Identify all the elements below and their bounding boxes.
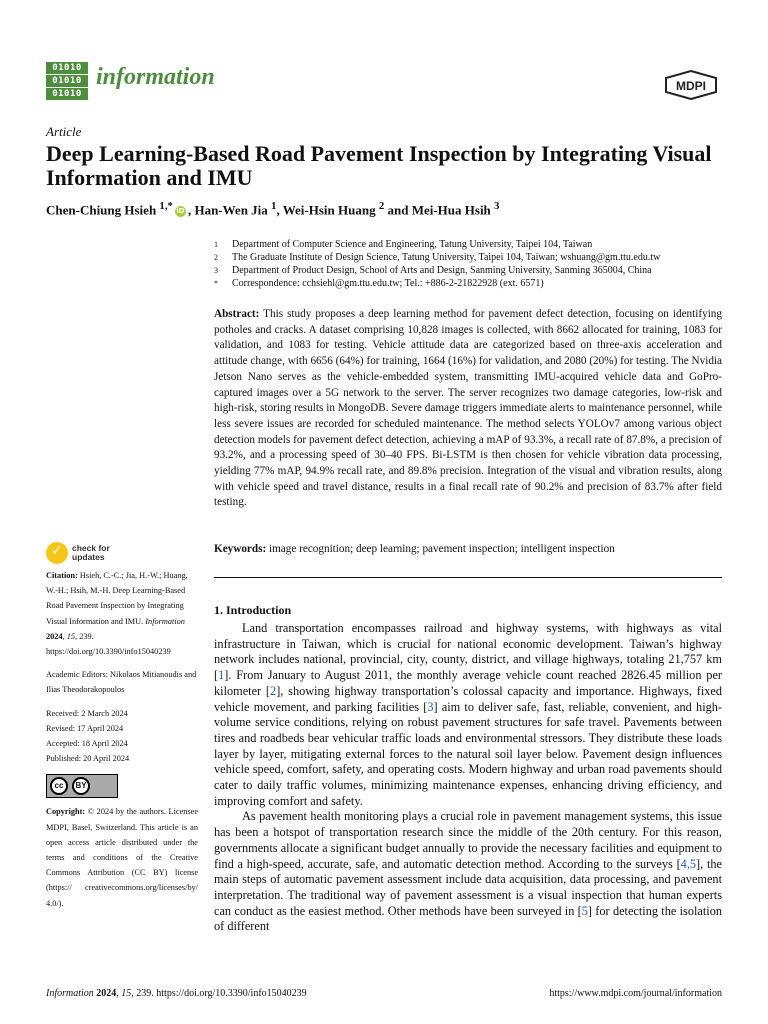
article-type: Article — [46, 124, 82, 139]
author-name: Wei-Hsin Huang — [282, 202, 376, 218]
affiliations — [214, 238, 724, 290]
date-published: Published: 20 April 2024 — [46, 754, 130, 764]
citation-link[interactable]: 2 — [270, 683, 277, 698]
keywords-text: image recognition; deep learning; pavement inspection; intelligent inspection — [269, 543, 615, 555]
copyright-label: Copyright: — [46, 807, 86, 817]
author-name: Han-Wen Jia — [194, 202, 268, 218]
journal-logo — [46, 62, 88, 100]
citation-link[interactable]: 3 — [427, 699, 434, 714]
by-icon: BY — [72, 777, 90, 795]
date-received: Received: 2 March 2024 — [46, 708, 128, 718]
dates — [46, 706, 198, 767]
logo-row: 01010 — [46, 88, 88, 100]
date-revised: Revised: 17 April 2024 — [46, 723, 124, 733]
affil-num: 2 — [214, 253, 218, 262]
affil-text: Correspondence: cchsiehl@gm.ttu.edu.tw; Tel.: +886-2-21822928 (ext. 6571) — [232, 278, 544, 289]
copyright: Copyright: © 2024 by the authors. Licensee MDPI, Basel, Switzerland. This article is an open access article distributed under the terms and conditions of the Creative Commons Attribution (CC BY) license (https:// creativecommons.org/licenses/by/ 4.0/). — [46, 807, 199, 908]
keywords — [214, 543, 722, 555]
author-list: Chen-Chiung Hsieh $^{1,*}$ iD , Han-Wen Jia $^1$, Wei-Hsin Huang $^2$ and Mei-Hua Hsih $^3$ — [46, 200, 500, 218]
footer-citation: Information 2024, 15, 239. https://doi.org/10.3390/info15040239 — [46, 988, 307, 999]
affiliation-item — [214, 277, 724, 290]
affiliation-item — [214, 251, 724, 264]
abstract-text: This study proposes a deep learning method for pavement defect detection, focusing on identifying potholes and cracks. A dataset comprising 10,828 images is collected, with 8662 allocated for training, 1083 for validation, and 1083 for testing. Vehicle attitude data are categorized based on three-axis acceleration and attitude change, with 6656 (64%) for training, 1664 (16%) for validation, and 2080 (20%) for testing. The Nvidia Jetson Nano serves as the vehicle-embedded system, transmitting IMU-acquired vehicle data and GoPro-captured images over a 5G network to the server. The server recognizes two damage categories, low-risk and high-risk, storing results in MongoDB. Severe damage triggers immediate alerts to maintenance personnel, while less severe issues are recorded for scheduled maintenance. The method selects YOLOv7 among various object detection models for pavement defect detection, achieving a mAP of 93.3%, a recall rate of 87.8%, a precision of 93.2%, and a processing speed of 30–40 FPS. Bi-LSTM is then chosen for vehicle vibration data processing, yielding 77% mAP, 94.9% recall rate, and 89.8% precision. Integration of the visual and vibration results, along with vehicle speed and travel distance, results in a final recall rate of 90.2% and precision of 83.7% after field testing. — [214, 308, 722, 509]
affil-text: Department of Computer Science and Engineering, Tatung University, Taipei 104, Taiwan — [232, 239, 593, 250]
section-heading: 1. Introduction — [214, 603, 292, 617]
logo-row: 01010 — [46, 62, 88, 74]
sidebar — [46, 568, 198, 919]
citation-link[interactable]: 1 — [218, 668, 225, 683]
cc-icon: cc — [50, 777, 68, 795]
footer-url[interactable]: https://www.mdpi.com/journal/information — [549, 988, 722, 999]
abstract-label: Abstract: — [214, 308, 260, 320]
date-accepted: Accepted: 18 April 2024 — [46, 739, 128, 749]
author-affil: 1 — [271, 200, 277, 212]
author-affil: 3 — [494, 200, 500, 212]
divider — [214, 577, 722, 578]
citation-label: Citation: — [46, 571, 78, 580]
citation-link[interactable]: 5 — [581, 903, 588, 918]
abstract — [214, 307, 722, 511]
academic-editors: Academic Editors: Nikolaos Mitianoudis and Ilias Theodorakopoulos — [46, 670, 197, 695]
paragraph: As pavement health monitoring plays a crucial role in pavement management systems, this issue has been a hotspot of transportation research since the middle of the 20th century. For this reason, governments allocate a significant budget annually to provide the necessary facilities and equipment to find a high-speed, accurate, safe, and automatic detection method. According to the surveys [4,5], the main steps of automatic pavement assessment include data acquisition, data processing, and pavement interpretation. The traditional way of pavement assessment is a visual inspection that human experts can conduct as the easiest method. Other methods have been surveyed in [5] for detecting the isolation of different — [214, 809, 722, 934]
logo-row: 01010 — [46, 75, 88, 87]
paper-title: Deep Learning-Based Road Pavement Inspection by Integrating Visual Information and IMU — [46, 141, 712, 190]
citation-block: Citation: Hsieh, C.-C.; Jia, H.-W.; Huang, W.-H.; Hsih, M.-H. Deep Learning-Based Road Pavement Inspection by Integrating Visual Information and IMU. Information 2024, 15, 239. https://doi.org/10.3390/info15040239 — [46, 571, 188, 657]
check-updates-button[interactable]: ✓ check for updates — [46, 541, 156, 565]
journal-name: information — [96, 64, 215, 90]
body-text — [214, 621, 722, 935]
citation-link[interactable]: 4,5 — [680, 856, 697, 871]
check-updates-icon — [46, 542, 68, 564]
affil-num: * — [214, 279, 218, 288]
author-affil: 1,* — [159, 200, 173, 212]
affiliation-item — [214, 238, 724, 251]
publisher-name: MDPI — [676, 79, 706, 93]
affil-text: The Graduate Institute of Design Science, Tatung University, Taipei 104, Taiwan; wshuang@gm.ttu.edu.tw — [232, 252, 661, 263]
cc-license-badge[interactable] — [46, 774, 118, 798]
author-name: Mei-Hua Hsih — [411, 202, 491, 218]
affil-num: 1 — [214, 240, 218, 249]
author-name: Chen-Chiung Hsieh — [46, 202, 157, 218]
affiliation-item — [214, 264, 724, 277]
affil-text: Department of Product Design, School of Arts and Design, Sanming University, Sanming 365004, China — [232, 265, 652, 276]
author-affil: 2 — [378, 200, 385, 212]
orcid-icon[interactable]: iD — [176, 207, 185, 216]
mdpi-logo — [664, 70, 718, 100]
affil-num: 3 — [214, 266, 218, 275]
paragraph: Land transportation encompasses railroad and highway systems, with highways as vital infrastructure in Taiwan, which is crucial for national economic development. Taiwan’s highway network includes national, provincial, city, county, district, and village highways, totaling 21,757 km [1]. From January to August 2011, the monthly average vehicle count reached 2826.45 million per kilometer [2], showing highway transportation’s colossal capacity and importance. Highways, fixed vehicle movement, and parking facilities [3] aim to deliver safe, fast, reliable, convenient, and high-volume service conditions, relying on robust pavement structures for safe travel. Pavements between tires and roadbeds bear vehicular traffic loads and environmental stressors. They distribute these loads layer by layer, mitigating external forces to the natural soil layer below. Pavement design influences vehicle speed, comfort, safety, and operating costs. Modern highway and urban road pavements should cater to daily traffic volumes, minimizing maintenance expenses, enhancing driving efficiency, and improving comfort and safety. — [214, 621, 723, 808]
keywords-label: Keywords: — [214, 543, 267, 555]
